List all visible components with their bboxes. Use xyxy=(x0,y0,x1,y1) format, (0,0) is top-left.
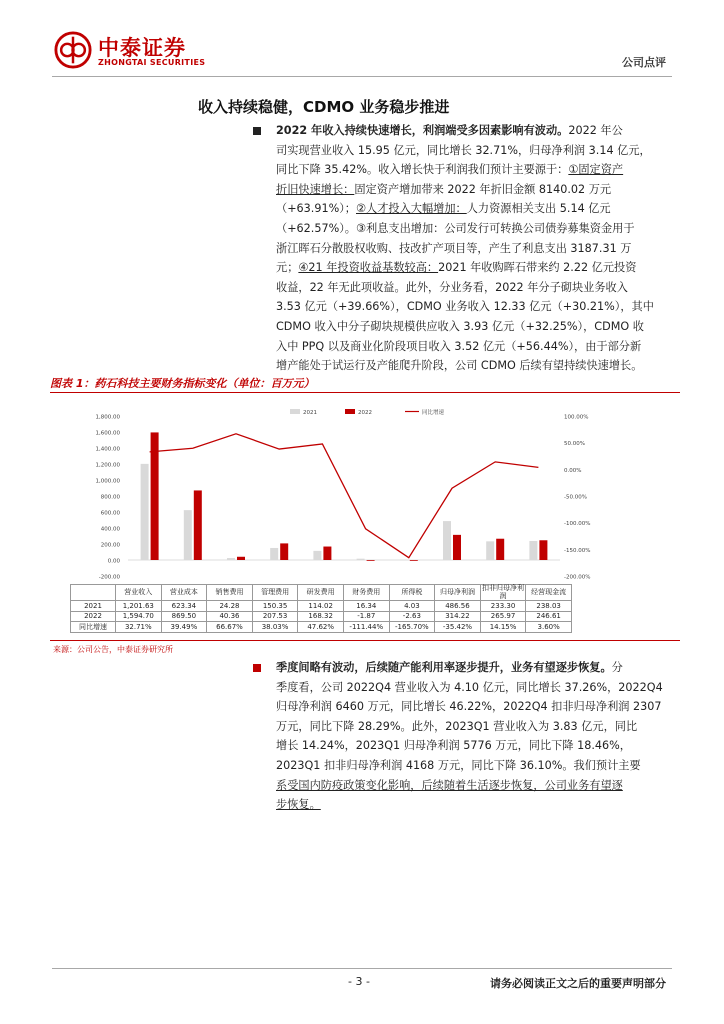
text-line xyxy=(276,678,678,698)
text-segment: 分 xyxy=(611,661,623,674)
text-segment: 同比下降 35.42%。收入增长快于利润我们预计主要源于： xyxy=(276,163,569,177)
text-line xyxy=(276,337,678,357)
bar-2022 xyxy=(367,560,375,561)
table-row-label: 2022 xyxy=(71,611,116,622)
text-segment: 入中 PPQ 以及商业化阶段项目收入 3.52 亿元（+56.44%），由于部分新 xyxy=(276,339,642,353)
text-segment: 增长 14.24%，2023Q1 归母净利润 5776 万元，同比下降 18.46%， xyxy=(276,739,631,753)
table-cell: 3.60% xyxy=(526,622,572,633)
table-header-cell: 营业收入 xyxy=(116,585,162,601)
text-line xyxy=(276,776,678,796)
table-corner-cell xyxy=(71,585,116,601)
table-cell: 150.35 xyxy=(252,601,298,612)
text-segment: CDMO 收入中分子砌块规模供应收入 3.93 亿元（+32.25%），CDMO 收 xyxy=(276,319,644,333)
table-cell: 486.56 xyxy=(435,601,481,612)
legend-label: 2021 xyxy=(303,410,317,416)
bullet-square-icon xyxy=(253,127,261,135)
bar-2022 xyxy=(496,539,504,560)
table-cell: 16.34 xyxy=(343,601,389,612)
section-title: 收入持续稳健，CDMO 业务稳步推进 xyxy=(198,98,450,116)
table-header-cell: 营业成本 xyxy=(161,585,207,601)
text-segment: 2022 年收入持续快速增长，利润端受多因素影响有波动。 xyxy=(276,124,569,137)
bar-2022 xyxy=(194,490,202,560)
text-line xyxy=(276,736,678,756)
table-cell: -35.42% xyxy=(435,622,481,633)
table-header-cell: 经营现金流 xyxy=(526,585,572,601)
table-cell: -165.70% xyxy=(389,622,435,633)
text-segment: ①固定资产 xyxy=(568,163,624,177)
brand-name-en: ZHONGTAI SECURITIES xyxy=(98,58,206,67)
chart-data-table xyxy=(70,584,572,633)
y-left-tick: 0.00 xyxy=(107,558,120,565)
table-header-cell: 归母净利润 xyxy=(435,585,481,601)
text-segment: 人力资源相关支出 5.14 亿元 xyxy=(466,202,611,216)
footer-disclaimer: 请务必阅读正文之后的重要声明部分 xyxy=(490,977,666,990)
text-line xyxy=(276,180,678,200)
legend-label: 2022 xyxy=(358,410,372,416)
table-header-cell: 财务费用 xyxy=(343,585,389,601)
bar-2021 xyxy=(443,521,451,560)
y-left-tick: 400.00 xyxy=(100,526,120,533)
table-cell: 32.71% xyxy=(116,622,162,633)
text-segment: 2021 年收购晖石带来约 2.22 亿元投资 xyxy=(438,261,637,275)
table-cell: 869.50 xyxy=(161,611,207,622)
text-line xyxy=(276,141,678,161)
table-cell: 233.30 xyxy=(480,601,526,612)
bar-2021 xyxy=(313,551,321,560)
table-cell: 1,594.70 xyxy=(116,611,162,622)
text-segment: ④21 年投资收益基数较高： xyxy=(298,261,439,275)
y-right-tick: -150.00% xyxy=(564,547,591,554)
text-line xyxy=(276,297,678,317)
page-number: - 3 - xyxy=(348,975,370,988)
table-cell: 168.32 xyxy=(298,611,344,622)
y-right-tick: -50.00% xyxy=(564,494,587,501)
text-segment: （+63.91%）； xyxy=(276,202,356,216)
table-cell: 238.03 xyxy=(526,601,572,612)
y-right-tick: -100.00% xyxy=(564,521,591,528)
text-segment: 2023Q1 扣非归母净利润 4168 万元，同比下降 36.10%。我们预计主要 xyxy=(276,758,641,772)
bar-2021 xyxy=(357,559,365,560)
zhongtai-logo-icon xyxy=(54,31,92,69)
text-line xyxy=(276,258,678,278)
table-cell: 314.22 xyxy=(435,611,481,622)
table-cell: 1,201.63 xyxy=(116,601,162,612)
figure-source: 来源：公司公告，中泰证券研究所 xyxy=(53,645,173,654)
text-line xyxy=(276,697,678,717)
table-cell: 66.67% xyxy=(207,622,253,633)
table-cell: 4.03 xyxy=(389,601,435,612)
text-line xyxy=(276,717,678,737)
text-line xyxy=(276,658,678,678)
bar-2021 xyxy=(400,560,408,561)
text-segment: 元； xyxy=(276,261,299,275)
legend-label: 同比增速 xyxy=(422,410,445,416)
y-right-tick: 50.00% xyxy=(564,441,585,448)
text-segment: ②人才投入大幅增加： xyxy=(356,202,467,216)
y-left-tick: 1,200.00 xyxy=(95,462,120,469)
table-cell: 265.97 xyxy=(480,611,526,622)
table-cell: 623.34 xyxy=(161,601,207,612)
bar-2022 xyxy=(539,540,547,560)
table-header-row xyxy=(71,585,572,601)
doc-type-label: 公司点评 xyxy=(622,56,666,69)
growth-line xyxy=(150,434,539,558)
bar-2021 xyxy=(227,558,235,560)
text-segment: 季度间略有波动，后续随产能利用率逐步提升，业务有望逐步恢复。 xyxy=(276,661,612,674)
table-cell: -1.87 xyxy=(343,611,389,622)
table-header-cell: 研发费用 xyxy=(298,585,344,601)
bar-2022 xyxy=(323,547,331,560)
table-header-cell: 管理费用 xyxy=(252,585,298,601)
table-row xyxy=(71,611,572,622)
table-cell: 39.49% xyxy=(161,622,207,633)
bar-2022 xyxy=(280,543,288,560)
text-segment: 万元，同比下降 28.29%。此外，2023Q1 营业收入为 3.83 亿元，同比 xyxy=(276,719,638,733)
table-cell: -111.44% xyxy=(343,622,389,633)
table-cell: 114.02 xyxy=(298,601,344,612)
brand-name-cn: 中泰证券 xyxy=(98,36,186,60)
bar-2022 xyxy=(410,560,418,561)
y-left-tick: -200.00 xyxy=(98,574,120,581)
text-segment: 季度看，公司 2022Q4 营业收入为 4.10 亿元，同比增长 37.26%，2022Q4 xyxy=(276,680,663,694)
bar-2021 xyxy=(141,464,149,560)
legend-swatch xyxy=(290,409,300,414)
y-left-tick: 1,400.00 xyxy=(95,446,120,453)
text-segment: 增产能处于试运行及产能爬升阶段，公司 CDMO 后续有望持续快速增长。 xyxy=(276,359,643,373)
text-segment: 2022 年公 xyxy=(568,124,623,137)
figure-title: 图表 1：药石科技主要财务指标变化（单位：百万元） xyxy=(50,377,315,390)
table-row-label: 2021 xyxy=(71,601,116,612)
text-line xyxy=(276,278,678,298)
bar-2021 xyxy=(529,541,537,560)
bar-2022 xyxy=(237,557,245,560)
table-row-label: 同比增速 xyxy=(71,622,116,633)
y-right-tick: 100.00% xyxy=(564,414,589,421)
table-row xyxy=(71,601,572,612)
footer-divider xyxy=(52,968,672,969)
bar-2021 xyxy=(184,510,192,560)
text-segment: 3.53 亿元（+39.66%），CDMO 业务收入 12.33 亿元（+30.21%），其中 xyxy=(276,300,654,314)
table-cell: 14.15% xyxy=(480,622,526,633)
text-segment: （+62.57%）。③利息支出增加：公司发行可转换公司债券募集资金用于 xyxy=(276,221,635,235)
text-segment: 固定资产增加带来 2022 年折旧金额 8140.02 万元 xyxy=(354,182,612,196)
brand-logo xyxy=(54,30,219,72)
table-header-cell: 所得税 xyxy=(389,585,435,601)
table-cell: 24.28 xyxy=(207,601,253,612)
y-left-tick: 800.00 xyxy=(100,494,120,501)
table-row xyxy=(71,622,572,633)
table-cell: 207.53 xyxy=(252,611,298,622)
y-left-tick: 600.00 xyxy=(100,510,120,517)
paragraph-revenue-growth xyxy=(276,121,678,376)
text-line xyxy=(276,160,678,180)
y-right-tick: 0.00% xyxy=(564,467,582,474)
y-left-tick: 1,800.00 xyxy=(95,414,120,421)
text-line xyxy=(276,795,678,815)
y-right-tick: -200.00% xyxy=(564,574,591,581)
figure-bottom-divider xyxy=(50,640,680,641)
table-cell: 38.03% xyxy=(252,622,298,633)
bar-2022 xyxy=(453,535,461,560)
legend-swatch xyxy=(345,409,355,414)
text-line xyxy=(276,199,678,219)
table-header-cell: 销售费用 xyxy=(207,585,253,601)
text-line xyxy=(276,121,678,141)
text-segment: 归母净利润 6460 万元，同比增长 46.22%，2022Q4 扣非归母净利润 2307 xyxy=(276,700,662,714)
text-line xyxy=(276,219,678,239)
bar-2021 xyxy=(270,548,278,560)
text-line xyxy=(276,239,678,259)
text-segment: 折旧快速增长： xyxy=(276,182,355,196)
financial-metrics-chart xyxy=(50,398,680,584)
bar-2021 xyxy=(486,541,494,560)
y-left-tick: 200.00 xyxy=(100,542,120,549)
text-segment: 浙江晖石分散股权收购、技改扩产项目等，产生了利息支出 3187.31 万 xyxy=(276,241,632,255)
table-cell: -2.63 xyxy=(389,611,435,622)
y-left-tick: 1,600.00 xyxy=(95,430,120,437)
header-divider xyxy=(52,76,672,77)
text-segment: 司实现营业收入 15.95 亿元，同比增长 32.71%，归母净利润 3.14 亿元， xyxy=(276,143,651,157)
figure-title-bar xyxy=(50,372,680,393)
text-line xyxy=(276,317,678,337)
table-cell: 246.61 xyxy=(526,611,572,622)
table-cell: 40.36 xyxy=(207,611,253,622)
table-cell: 47.62% xyxy=(298,622,344,633)
text-segment: 系受国内防疫政策变化影响，后续随着生活逐步恢复，公司业务有望逐 xyxy=(276,778,623,792)
y-left-tick: 1,000.00 xyxy=(95,478,120,485)
table-header-cell: 扣非归母净利润 xyxy=(482,584,525,600)
text-line xyxy=(276,756,678,776)
bullet-square-red-icon xyxy=(253,664,261,672)
paragraph-quarterly xyxy=(276,658,678,815)
text-segment: 收益，22 年无此项收益。此外，分业务看，2022 年分子砌块业务收入 xyxy=(276,280,628,294)
text-segment: 步恢复。 xyxy=(276,798,321,812)
